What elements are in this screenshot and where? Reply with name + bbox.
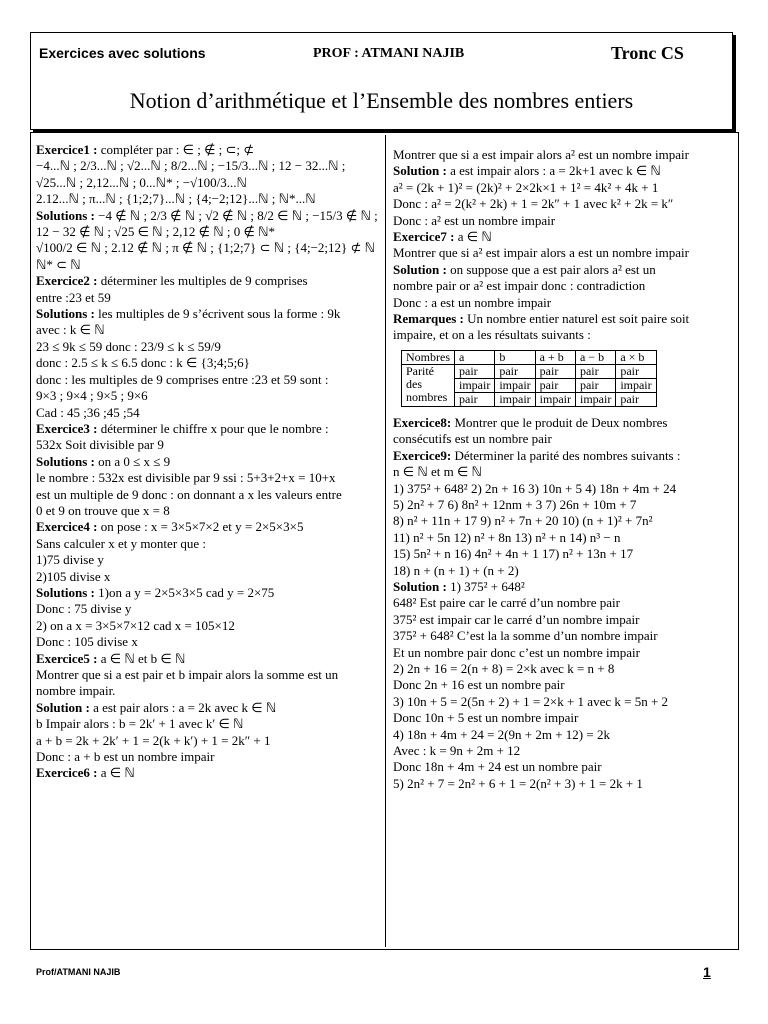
- line-text: 1)75 divise y: [36, 552, 104, 568]
- parity-table: [401, 350, 657, 407]
- line-text: Sans calculer x et y monter que :: [36, 535, 207, 551]
- line-text: consécutifs est un nombre pair: [393, 431, 552, 447]
- line-text: 18) n + (n + 1) + (n + 2): [393, 562, 519, 578]
- table-cell: pair: [575, 364, 615, 378]
- table-cell: impair: [455, 378, 495, 392]
- text-line: [36, 716, 382, 732]
- line-text: Donc : 75 divise y: [36, 601, 132, 617]
- line-text: Et un nombre pair donc c’est un nombre impair: [393, 644, 640, 660]
- text-line: [393, 196, 735, 212]
- text-line: [393, 727, 735, 743]
- line-text: 532x Soit divisible par 9: [36, 437, 164, 453]
- line-heading: Solutions :: [36, 207, 95, 223]
- text-line: [393, 645, 735, 661]
- text-line: [36, 208, 382, 224]
- line-text: Donc 18n + 4m + 24 est un nombre pair: [393, 759, 602, 775]
- text-line: [393, 563, 735, 579]
- line-text: −4...ℕ ; 2/3...ℕ ; √2...ℕ ; 8/2...ℕ ; −15/3...ℕ ; 12 − 32...ℕ ;: [36, 158, 346, 174]
- table-cell: pair: [455, 392, 495, 406]
- line-text: 12 − 32 ∉ ℕ ; √25 ∈ ℕ ; 2,12 ∉ ℕ ; 0 ∉ ℕ*: [36, 224, 275, 240]
- text-line: [393, 677, 735, 693]
- line-heading: Exercice6 :: [36, 765, 98, 781]
- table-header-cell: b: [495, 350, 535, 364]
- text-line: [36, 175, 382, 191]
- line-text: 3) 10n + 5 = 2(5n + 2) + 1 = 2×k + 1 avec k = 5n + 2: [393, 693, 669, 709]
- line-text: Donc 2n + 16 est un nombre pair: [393, 677, 565, 693]
- text-line: [36, 306, 382, 322]
- table-header-cell: a − b: [575, 350, 615, 364]
- line-text: 375² est impair car le carré d’un nombre impair: [393, 611, 640, 627]
- line-heading: Exercice4 :: [36, 519, 98, 535]
- table-header-cell: a: [455, 350, 495, 364]
- text-line: [36, 749, 382, 765]
- line-text: 5) 2n² + 7 6) 8n² + 12nm + 3 7) 26n + 10m + 7: [393, 496, 637, 512]
- line-text: 2)105 divise x: [36, 568, 111, 584]
- text-line: [393, 262, 735, 278]
- text-line: [393, 579, 735, 595]
- text-line: [393, 661, 735, 677]
- right-top-text: [393, 147, 735, 344]
- right-bottom-text: [393, 415, 735, 792]
- footer-author: Prof/ATMANI NAJIB: [36, 967, 121, 977]
- line-text: −4 ∉ ℕ ; 2/3 ∉ ℕ ; √2 ∉ ℕ ; 8/2 ∈ ℕ ; −15/3 ∉ ℕ ;: [94, 207, 378, 223]
- line-heading: Solutions :: [36, 453, 95, 469]
- text-line: [36, 355, 382, 371]
- line-text: Donc 10n + 5 est un nombre impair: [393, 710, 579, 726]
- line-text: donc : 2.5 ≤ k ≤ 6.5 donc : k ∈ {3;4;5;6}: [36, 355, 250, 371]
- text-line: [393, 464, 735, 480]
- text-line: [393, 743, 735, 759]
- line-text: compléter par : ∈ ; ∉ ; ⊂; ⊄: [97, 142, 255, 157]
- table-cell: impair: [575, 392, 615, 406]
- line-text: √100/2 ∈ ℕ ; 2.12 ∉ ℕ ; π ∉ ℕ ; {1;2;7} ⊂ ℕ ; {4;−2;12} ⊄ ℕ: [36, 240, 376, 256]
- line-text: déterminer les multiples de 9 comprises: [97, 273, 308, 289]
- text-line: [36, 618, 382, 634]
- line-text: 23 ≤ 9k ≤ 59 donc : 23/9 ≤ k ≤ 59/9: [36, 338, 221, 354]
- text-line: [36, 503, 382, 519]
- header-right: Tronc CS: [611, 43, 684, 63]
- table-header-cell: a + b: [535, 350, 575, 364]
- line-text: a est impair alors : a = 2k+1 avec k ∈ ℕ: [446, 163, 661, 179]
- table-cell: impair: [535, 392, 575, 406]
- table-cell: pair: [535, 378, 575, 392]
- column-divider: [385, 135, 386, 947]
- text-line: [393, 481, 735, 497]
- line-text: 375² + 648² C’est la la somme d’un nombre impair: [393, 628, 658, 644]
- text-line: [36, 388, 382, 404]
- line-text: 1) 375² + 648²: [446, 578, 525, 594]
- text-line: [393, 448, 735, 464]
- text-line: [36, 552, 382, 568]
- text-line: [36, 487, 382, 503]
- text-line: [36, 290, 382, 306]
- line-text: est un multiple de 9 donc : on donnant a x les valeurs entre: [36, 486, 342, 502]
- text-line: [393, 431, 735, 447]
- text-line: [36, 191, 382, 207]
- line-text: Avec : k = 9n + 2m + 12: [393, 743, 521, 758]
- line-text: Donc : a + b est un nombre impair: [36, 749, 215, 765]
- line-heading: Exercice5 :: [36, 650, 98, 666]
- text-line: [36, 158, 382, 174]
- text-line: [36, 700, 382, 716]
- line-text: 1)on a y = 2×5×3×5 cad y = 2×75: [94, 584, 275, 600]
- table-header-row: [402, 350, 657, 364]
- line-text: Déterminer la parité des nombres suivants :: [451, 447, 681, 463]
- right-column: [393, 147, 735, 792]
- line-text: a + b = 2k + 2k′ + 1 = 2(k + k′) + 1 = 2k″ + 1: [36, 732, 271, 748]
- text-line: [393, 415, 735, 431]
- line-text: Montrer que si a est pair et b impair alors la somme est un: [36, 667, 339, 682]
- text-line: [36, 405, 382, 421]
- table-cell: impair: [616, 378, 656, 392]
- line-text: nombre impair.: [36, 683, 116, 699]
- text-line: [36, 536, 382, 552]
- text-line: [36, 421, 382, 437]
- text-line: [393, 759, 735, 775]
- text-line: [36, 470, 382, 486]
- line-heading: Exercice1 :: [36, 142, 98, 157]
- text-line: [36, 240, 382, 256]
- line-text: 2) 2n + 16 = 2(n + 8) = 2×k avec k = n + 8: [393, 660, 615, 676]
- line-text: nombre pair or a² est impair donc : contradiction: [393, 278, 646, 294]
- text-line: [36, 339, 382, 355]
- page-title: Notion d’arithmétique et l’Ensemble des nombres entiers: [129, 88, 634, 113]
- text-line: [36, 454, 382, 470]
- table-cell: pair: [616, 364, 656, 378]
- line-text: déterminer le chiffre x pour que le nombre :: [97, 420, 329, 436]
- table-cell: pair: [495, 364, 535, 378]
- text-line: [36, 651, 382, 667]
- text-line: [393, 694, 735, 710]
- text-line: [393, 612, 735, 628]
- line-text: Montrer que le produit de Deux nombres: [451, 414, 668, 430]
- table-cell: pair: [535, 364, 575, 378]
- text-line: [36, 519, 382, 535]
- line-text: entre :23 et 59: [36, 289, 111, 305]
- header-box: [30, 32, 733, 130]
- text-line: [36, 667, 382, 683]
- line-heading: Solution :: [393, 163, 447, 179]
- line-text: ℕ* ⊂ ℕ: [36, 256, 81, 272]
- text-line: [36, 322, 382, 338]
- table-cell: pair: [616, 392, 656, 406]
- line-text: 9×3 ; 9×4 ; 9×5 ; 9×6: [36, 388, 148, 404]
- line-heading: Solutions :: [36, 584, 95, 600]
- text-line: [393, 530, 735, 546]
- text-line: [393, 213, 735, 229]
- line-text: Donc : a est un nombre impair: [393, 294, 552, 310]
- text-line: [393, 311, 735, 327]
- text-line: [36, 765, 382, 781]
- text-line: [393, 513, 735, 529]
- text-line: [36, 257, 382, 273]
- line-heading: Exercice8:: [393, 414, 452, 430]
- line-text: 5) 2n² + 7 = 2n² + 6 + 1 = 2(n² + 3) + 1 = 2k + 1: [393, 775, 643, 791]
- line-text: Donc : 105 divise x: [36, 634, 138, 650]
- line-text: Donc : a² = 2(k² + 2k) + 1 = 2k″ + 1 avec k² + 2k = k″: [393, 196, 674, 212]
- text-line: [393, 180, 735, 196]
- line-text: a ∈ ℕ: [97, 765, 135, 781]
- line-text: le nombre : 532x est divisible par 9 ssi : 5+3+2+x = 10+x: [36, 470, 336, 486]
- line-text: Donc : a² est un nombre impair: [393, 212, 556, 228]
- line-text: on suppose que a est pair alors a² est un: [446, 261, 656, 277]
- header-left: Exercices avec solutions: [39, 45, 206, 61]
- text-line: [393, 245, 735, 261]
- text-line: [36, 437, 382, 453]
- line-text: avec : k ∈ ℕ: [36, 322, 105, 338]
- line-text: b Impair alors : b = 2k′ + 1 avec k′ ∈ ℕ: [36, 716, 244, 732]
- text-line: [393, 295, 735, 311]
- text-line: [393, 628, 735, 644]
- header-center: PROF : ATMANI NAJIB: [313, 46, 465, 61]
- line-text: 2) on a x = 3×5×7×12 cad x = 105×12: [36, 617, 235, 633]
- line-text: 11) n² + 5n 12) n² + 8n 13) n² + n 14) n³ − n: [393, 529, 621, 545]
- line-text: on a 0 ≤ x ≤ 9: [94, 453, 171, 469]
- line-text: Un nombre entier naturel est soit paire soit: [463, 311, 690, 327]
- text-line: [393, 776, 735, 792]
- text-line: [393, 710, 735, 726]
- line-text: Montrer que si a² est impair alors a est un nombre impair: [393, 245, 689, 261]
- line-text: √25...ℕ ; 2,12...ℕ ; 0...ℕ* ; −√100/3...ℕ: [36, 174, 247, 190]
- table-header-cell: Nombres: [402, 350, 455, 364]
- text-line: [393, 497, 735, 513]
- text-line: [36, 601, 382, 617]
- text-line: [393, 595, 735, 611]
- line-text: on pose : x = 3×5×7×2 et y = 2×5×3×5: [97, 519, 304, 535]
- text-line: [393, 546, 735, 562]
- text-line: [36, 273, 382, 289]
- line-text: 1) 375² + 648² 2) 2n + 16 3) 10n + 5 4) 18n + 4m + 24: [393, 480, 677, 496]
- line-text: 0 et 9 on trouve que x = 8: [36, 502, 170, 518]
- text-line: [36, 733, 382, 749]
- line-heading: Solutions :: [36, 306, 95, 322]
- table-cell: pair: [575, 378, 615, 392]
- line-text: 2.12...ℕ ; π...ℕ ; {1;2;7}...ℕ ; {4;−2;12}...ℕ ; ℕ*...ℕ: [36, 191, 316, 207]
- table-row-label: Parité des nombres: [402, 364, 455, 406]
- line-text: a² = (2k + 1)² = (2k)² + 2×2k×1 + 1² = 4k² + 4k + 1: [393, 179, 659, 195]
- text-line: [36, 585, 382, 601]
- line-heading: Exercice9:: [393, 447, 452, 463]
- line-heading: Exercice7 :: [393, 229, 455, 245]
- text-line: [393, 147, 735, 163]
- left-column: [36, 142, 382, 782]
- line-heading: Remarques :: [393, 311, 464, 327]
- text-line: [36, 634, 382, 650]
- line-text: les multiples de 9 s’écrivent sous la forme : 9k: [94, 306, 341, 322]
- line-text: a est pair alors : a = 2k avec k ∈ ℕ: [89, 699, 277, 715]
- line-text: a ∈ ℕ: [454, 229, 492, 245]
- line-heading: Exercice2 :: [36, 273, 98, 289]
- line-text: 15) 5n² + n 16) 4n² + 4n + 1 17) n² + 13n + 17: [393, 546, 634, 562]
- text-line: [36, 142, 382, 158]
- line-text: n ∈ ℕ et m ∈ ℕ: [393, 464, 482, 480]
- text-line: [393, 327, 735, 343]
- text-line: [36, 683, 382, 699]
- line-text: Cad : 45 ;36 ;45 ;54: [36, 404, 140, 420]
- table-cell: impair: [495, 378, 535, 392]
- table-cell: pair: [455, 364, 495, 378]
- text-line: [36, 224, 382, 240]
- text-line: [36, 569, 382, 585]
- line-heading: Solution :: [393, 578, 447, 594]
- line-text: 8) n² + 11n + 17 9) n² + 7n + 20 10) (n + 1)² + 7n²: [393, 513, 653, 529]
- line-text: impaire, et on a les résultats suivants :: [393, 327, 591, 343]
- text-line: [36, 372, 382, 388]
- page-number: 1: [703, 964, 711, 980]
- line-text: 648² Est paire car le carré d’un nombre pair: [393, 595, 620, 611]
- table-header-cell: a × b: [616, 350, 656, 364]
- text-line: [393, 278, 735, 294]
- table-row: [402, 364, 657, 378]
- line-heading: Solution :: [36, 699, 90, 715]
- table-cell: impair: [495, 392, 535, 406]
- line-text: a ∈ ℕ et b ∈ ℕ: [97, 650, 186, 666]
- text-line: [393, 229, 735, 245]
- line-heading: Solution :: [393, 261, 447, 277]
- line-text: Montrer que si a est impair alors a² est un nombre impair: [393, 147, 689, 162]
- line-text: 4) 18n + 4m + 24 = 2(9n + 2m + 12) = 2k: [393, 726, 610, 742]
- line-text: donc : les multiples de 9 comprises entre :23 et 59 sont :: [36, 371, 329, 387]
- line-heading: Exercice3 :: [36, 420, 98, 436]
- text-line: [393, 163, 735, 179]
